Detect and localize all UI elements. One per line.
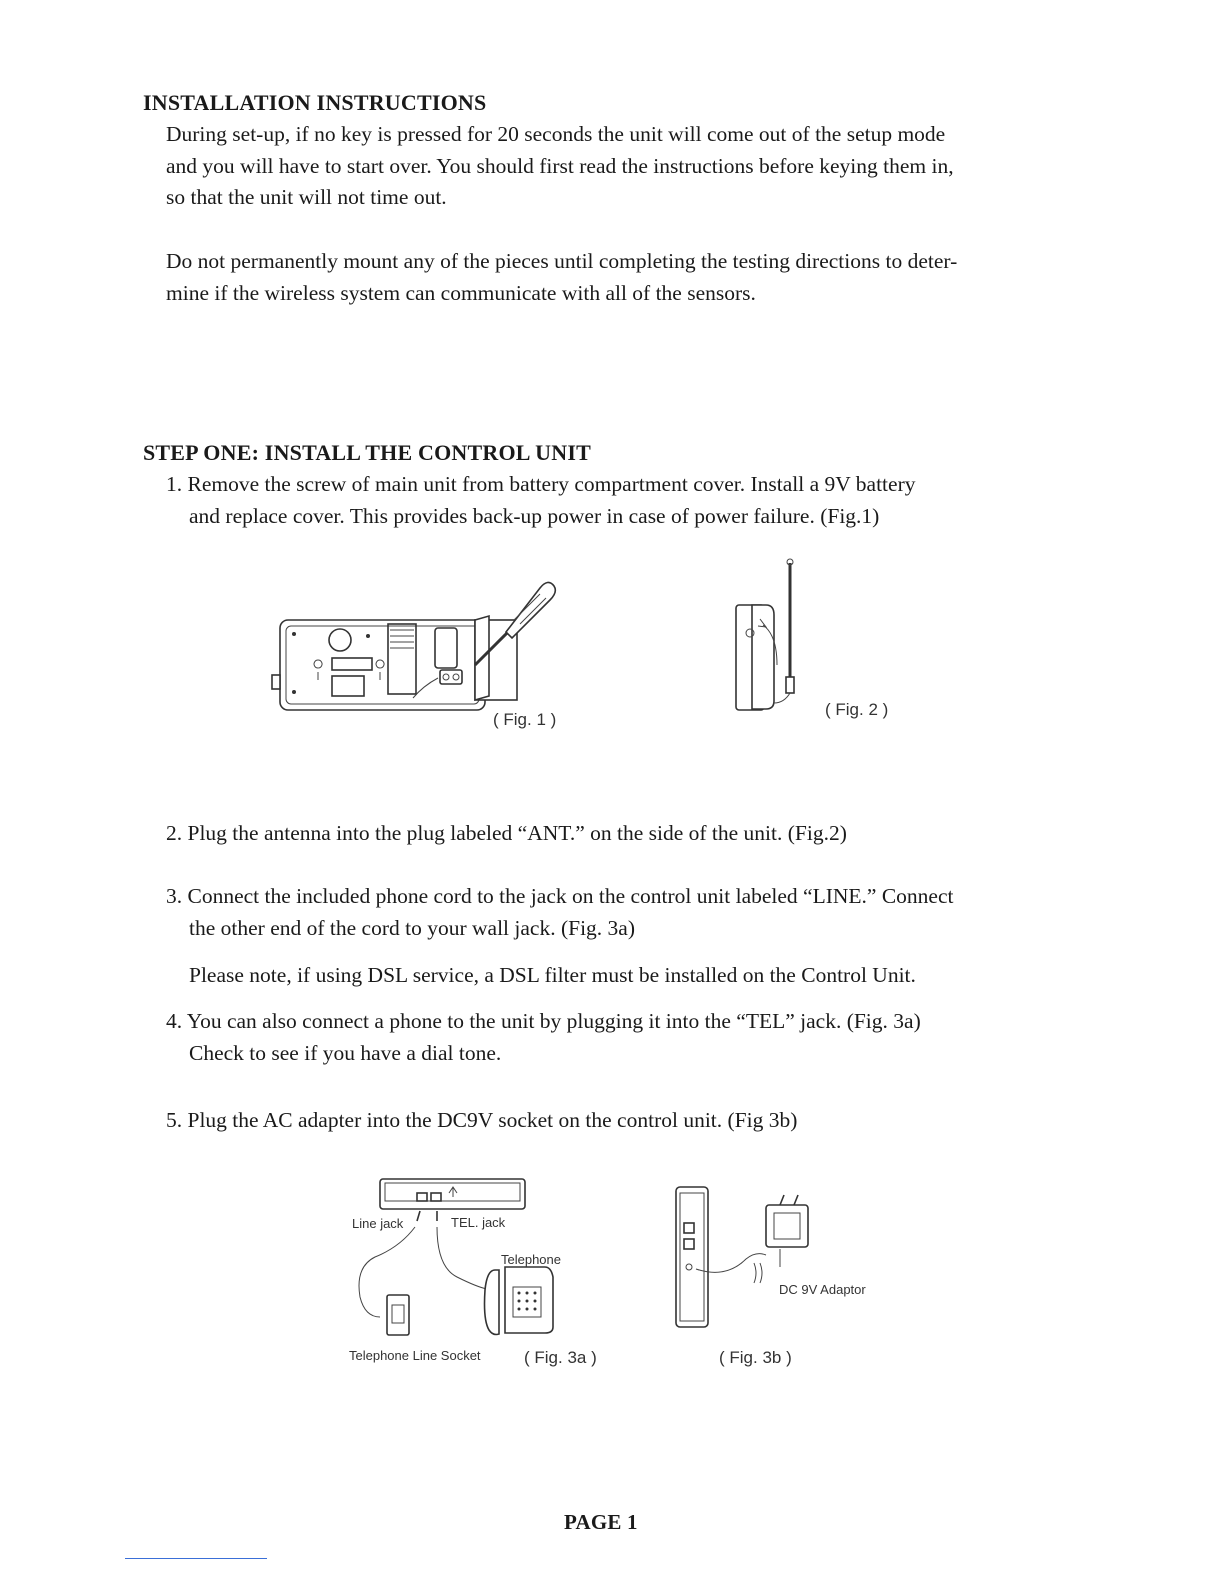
dsl-note: Please note, if using DSL service, a DSL filter must be installed on the Control Unit. bbox=[189, 963, 916, 987]
warning-line: Do not permanently mount any of the pieces until completing the testing directions to deter- bbox=[166, 249, 958, 273]
line-jack-label: Line jack bbox=[352, 1216, 404, 1231]
step-4 bbox=[166, 1006, 921, 1069]
intro-paragraph bbox=[166, 119, 954, 214]
step-line: 1. Remove the screw of main unit from battery compartment cover. Install a 9V battery bbox=[166, 472, 916, 496]
fig-3b-label: ( Fig. 3b ) bbox=[719, 1348, 792, 1367]
step-line: 3. Connect the included phone cord to the jack on the control unit labeled “LINE.” Connect bbox=[166, 884, 954, 908]
fig-2-label: ( Fig. 2 ) bbox=[825, 700, 889, 719]
adaptor-label: DC 9V Adaptor bbox=[779, 1282, 866, 1297]
tel-jack-label: TEL. jack bbox=[451, 1215, 506, 1230]
fig-1-control-unit-battery bbox=[270, 580, 560, 715]
fig-1-label: ( Fig. 1 ) bbox=[493, 710, 557, 729]
step-line: Check to see if you have a dial tone. bbox=[189, 1040, 502, 1065]
footer-rule bbox=[125, 1558, 267, 1559]
step-1 bbox=[166, 469, 916, 532]
warning-paragraph bbox=[166, 246, 957, 309]
step-5 bbox=[166, 1105, 797, 1137]
intro-line: During set-up, if no key is pressed for 20 seconds the unit will come out of the setup mode bbox=[166, 122, 946, 146]
step-heading: STEP ONE: INSTALL THE CONTROL UNIT bbox=[143, 440, 591, 465]
page-number: PAGE 1 bbox=[564, 1510, 638, 1534]
step-3 bbox=[166, 881, 954, 944]
step-line: 5. Plug the AC adapter into the DC9V socket on the control unit. (Fig 3b) bbox=[166, 1108, 798, 1132]
warning-line: mine if the wireless system can communicate with all of the sensors. bbox=[166, 280, 756, 305]
fig-3a-label: ( Fig. 3a ) bbox=[524, 1348, 597, 1367]
step-2 bbox=[166, 818, 847, 850]
step-line: and replace cover. This provides back-up power in case of power failure. (Fig.1) bbox=[189, 503, 880, 528]
socket-label: Telephone Line Socket bbox=[349, 1348, 481, 1363]
fig-2-antenna bbox=[730, 555, 810, 720]
intro-line: so that the unit will not time out. bbox=[166, 185, 447, 209]
fig-3b-ac-adaptor bbox=[670, 1183, 840, 1333]
step-line: 4. You can also connect a phone to the unit by plugging it into the “TEL” jack. (Fig. 3a) bbox=[166, 1009, 921, 1033]
step-line: 2. Plug the antenna into the plug labeled “ANT.” on the side of the unit. (Fig.2) bbox=[166, 821, 847, 845]
telephone-label: Telephone bbox=[501, 1252, 561, 1267]
step-line: the other end of the cord to your wall jack. (Fig. 3a) bbox=[189, 915, 635, 940]
page-title: INSTALLATION INSTRUCTIONS bbox=[143, 90, 487, 115]
intro-line: and you will have to start over. You should first read the instructions before keying them in, bbox=[166, 153, 954, 178]
